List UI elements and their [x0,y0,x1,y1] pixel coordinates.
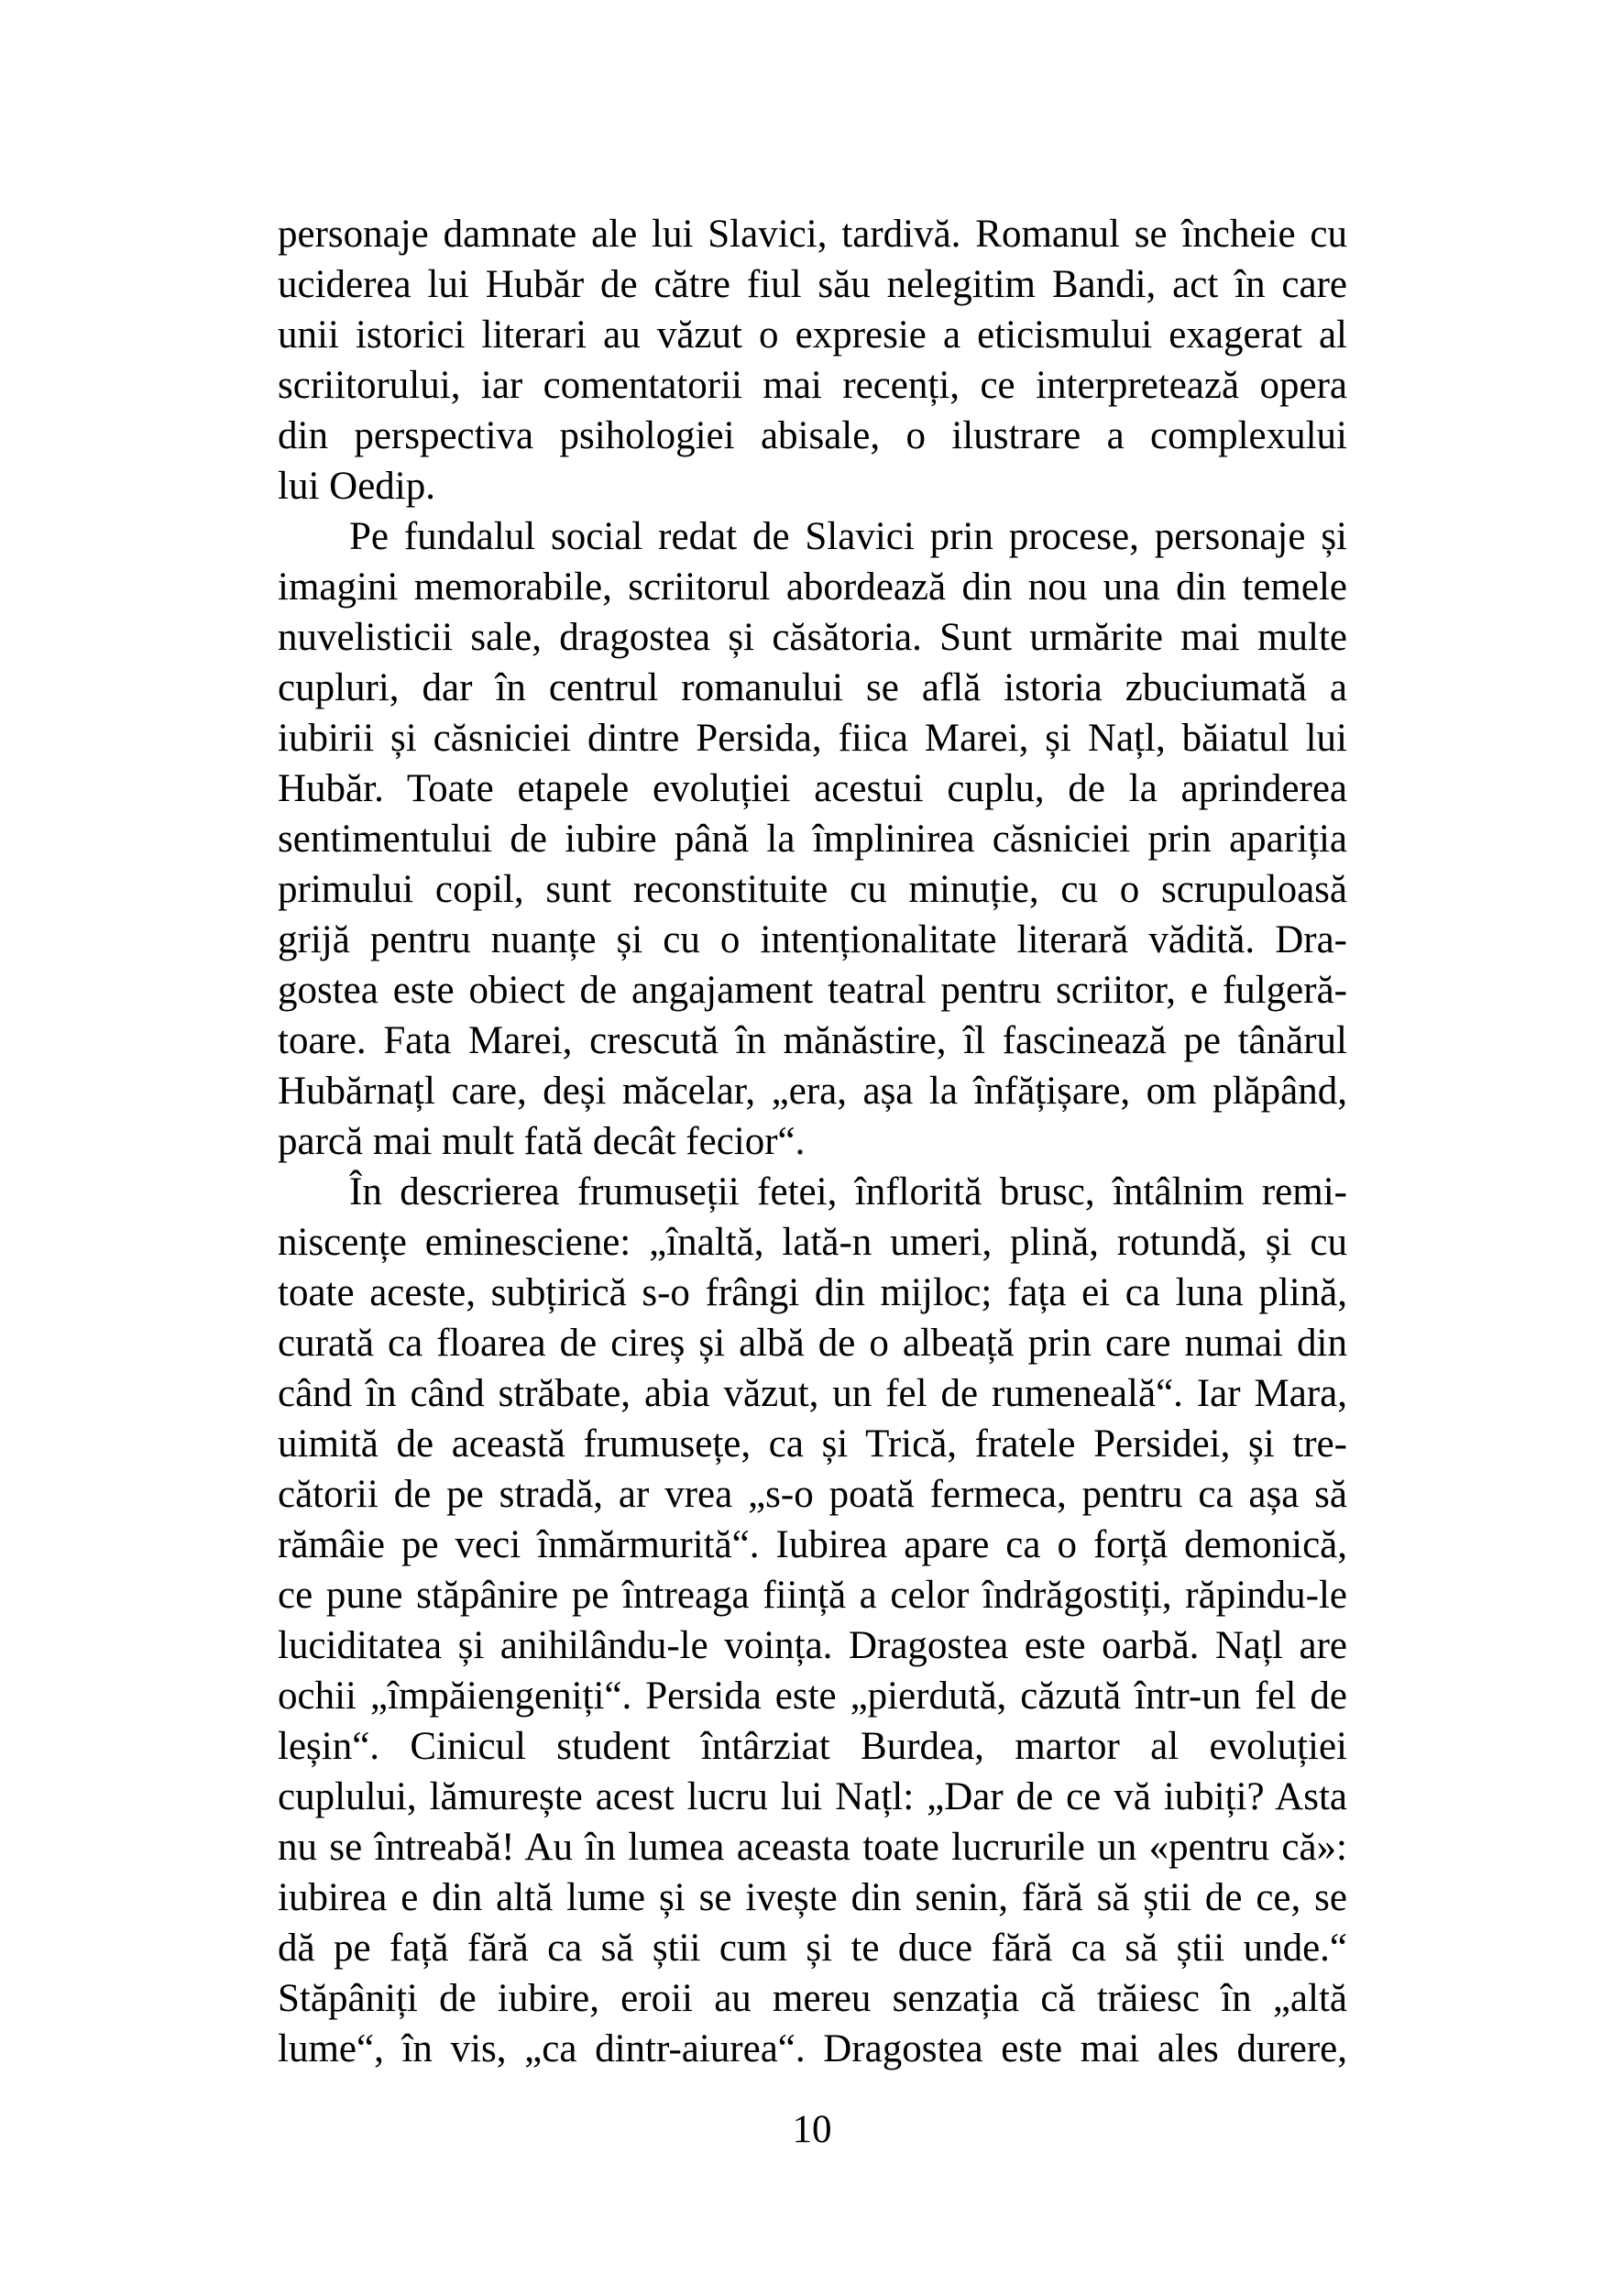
text-line: niscențe eminesciene: „înaltă, lată-n umeri, plină, rotundă, și cu [278,1221,1347,1264]
text-line: imagini memorabile, scriitorul abordează din nou una din temele [278,566,1347,609]
text-line: când în când străbate, abia văzut, un fel de rumeneală“. Iar Mara, [278,1372,1347,1415]
text-line: uciderea lui Hubăr de către fiul său nelegitim Bandi, act în care [278,263,1347,306]
text-line: ochii „împăiengeniți“. Persida este „pierdută, căzută într-un fel de [278,1675,1347,1718]
text-line: primului copil, sunt reconstituite cu minuție, cu o scrupuloasă [278,868,1347,911]
body-text [278,209,1347,2074]
text-line: scriitorului, iar comentatorii mai recenți, ce interpretează opera [278,364,1347,407]
text-line: Hubărnațl care, deși măcelar, „era, așa la înfățișare, om plăpând, [278,1070,1347,1113]
text-line: gostea este obiect de angajament teatral pentru scriitor, e fulgeră- [278,969,1347,1012]
text-line: În descrierea frumuseții fetei, înflorită brusc, întâlnim remi- [349,1170,1347,1213]
text-line: personaje damnate ale lui Slavici, tardivă. Romanul se încheie cu [278,213,1347,256]
text-line: parcă mai mult fată decât fecior“. [278,1120,806,1163]
text-line: nuvelisticii sale, dragostea și căsătoria. Sunt urmărite mai multe [278,616,1347,659]
text-line: sentimentului de iubire până la împlinirea căsniciei prin apariția [278,818,1347,861]
text-line: cătorii de pe stradă, ar vrea „s-o poată fermeca, pentru ca așa să [278,1473,1347,1516]
text-line: iubirii și căsniciei dintre Persida, fiica Marei, și Națl, băiatul lui [278,717,1347,760]
text-line: din perspectiva psihologiei abisale, o ilustrare a complexului [278,414,1347,457]
text-line: toate aceste, subțirică s-o frângi din mijloc; fața ei ca luna plină, [278,1271,1347,1314]
text-line: unii istorici literari au văzut o expresie a eticismului exagerat al [278,313,1347,357]
text-line: rămâie pe veci înmărmurită“. Iubirea apare ca o forță demonică, [278,1523,1347,1566]
paragraph [278,511,1347,1167]
paragraph [278,209,1347,511]
text-line: lume“, în vis, „ca dintr-aiurea“. Dragostea este mai ales durere, [278,2027,1347,2070]
text-line: lui Oedip. [278,465,435,508]
text-line: toare. Fata Marei, crescută în mănăstire, îl fascinează pe tânărul [278,1019,1347,1062]
text-line: Stăpâniți de iubire, eroii au mereu senzația că trăiesc în „altă [278,1977,1347,2020]
page-number: 10 [792,2108,832,2151]
text-line: curată ca floarea de cireș și albă de o albeață prin care numai din [278,1322,1347,1365]
text-line: Hubăr. Toate etapele evoluției acestui cuplu, de la aprinderea [278,767,1347,810]
paragraph [278,1167,1347,2074]
text-line: luciditatea și anihilându-le voința. Dragostea este oarbă. Națl are [278,1624,1347,1667]
text-line: grijă pentru nuanțe și cu o intenționalitate literară vădită. Dra- [278,918,1347,961]
text-line: cuplului, lămurește acest lucru lui Națl: „Dar de ce vă iubiți? Asta [278,1775,1347,1818]
text-line: cupluri, dar în centrul romanului se află istoria zbuciumată a [278,666,1347,709]
text-line: nu se întreabă! Au în lumea aceasta toate lucrurile un «pentru că»: [278,1826,1347,1869]
text-line: uimită de această frumusețe, ca și Trică, fratele Persidei, și tre- [278,1422,1347,1466]
text-line: leșin“. Cinicul student întârziat Burdea, martor al evoluției [278,1725,1347,1768]
text-line: iubirea e din altă lume și se ivește din senin, fără să știi de ce, se [278,1876,1347,1919]
text-line: ce pune stăpânire pe întreaga ființă a celor îndrăgostiți, răpindu-le [278,1574,1347,1617]
text-line: Pe fundalul social redat de Slavici prin procese, personaje și [349,515,1347,558]
text-line: dă pe față fără ca să știi cum și te duce fără ca să știi unde.“ [278,1927,1347,1970]
